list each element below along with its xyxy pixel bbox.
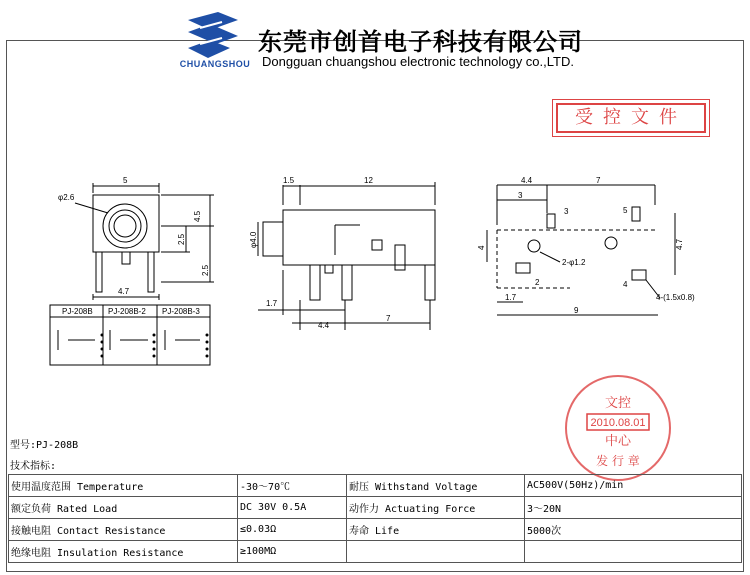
dim-side-44: 4.4 (318, 321, 330, 330)
company-name-en: Dongguan chuangshou electronic technology co.,LTD. (262, 54, 574, 69)
spec-cell: ≤0.03Ω (238, 519, 347, 541)
spec-cell: 5000次 (525, 519, 742, 541)
model-number: 型号:PJ-208B (10, 440, 79, 451)
pin-label-4: 4 (623, 280, 628, 289)
spec-cell: -30～70℃ (238, 475, 347, 497)
side-view (258, 182, 435, 330)
dim-front-45: 4.5 (193, 210, 202, 222)
company-seal (562, 372, 674, 484)
dim-pcb-7: 7 (596, 176, 601, 185)
spec-cell: 耐压 Withstand Voltage (347, 475, 525, 497)
seal-line-1: 文控 (604, 396, 632, 411)
dim-pcb-17: 1.7 (505, 293, 517, 302)
schematic-label-3: PJ-208B-3 (162, 307, 200, 316)
seal-line-2: 中心 (604, 434, 632, 449)
seal-line-3: 发 行 章 (596, 454, 640, 468)
dim-pcb-47: 4.7 (675, 238, 684, 250)
spec-cell: 使用温度范围 Temperature (9, 475, 238, 497)
dim-front-25a: 2.5 (177, 233, 186, 245)
dim-pcb-hole: 2-φ1.2 (562, 258, 586, 267)
spec-cell: 动作力 Actuating Force (347, 497, 525, 519)
pin-label-2: 2 (535, 278, 540, 287)
dim-front-47: 4.7 (118, 287, 130, 296)
spec-cell (525, 541, 742, 563)
dim-side-7: 7 (386, 314, 391, 323)
dim-pcb-9: 9 (574, 306, 579, 315)
seal-date: 2010.08.01 (590, 417, 646, 429)
logo-text: CHUANGSHOU (179, 59, 251, 69)
company-name-cn: 东莞市创首电子科技有限公司 (258, 27, 583, 56)
spec-cell: 额定负荷 Rated Load (9, 497, 238, 519)
spec-cell: 3～20N (525, 497, 742, 519)
spec-table (8, 474, 742, 563)
dim-pcb-slots: 4-(1.5x0.8) (656, 293, 695, 302)
spec-cell: 寿命 Life (347, 519, 525, 541)
schematic-label-2: PJ-208B-2 (108, 307, 146, 316)
spec-cell (347, 541, 525, 563)
dim-front-25b: 2.5 (201, 264, 210, 276)
dim-front-dia: φ2.6 (58, 193, 75, 202)
pin-label-3: 3 (564, 207, 569, 216)
front-view (75, 183, 214, 300)
dim-side-dia4: φ4.0 (249, 231, 258, 248)
dim-pcb-4: 4 (477, 245, 486, 250)
spec-cell: ≥100MΩ (238, 541, 347, 563)
schematic-label-1: PJ-208B (62, 307, 93, 316)
dim-front-5: 5 (123, 176, 128, 185)
table-row (9, 497, 742, 519)
spec-cell: 绝缘电阻 Insulation Resistance (9, 541, 238, 563)
spec-cell: 接触电阻 Contact Resistance (9, 519, 238, 541)
table-row (9, 519, 742, 541)
table-row (9, 541, 742, 563)
spec-cell: DC 30V 0.5A (238, 497, 347, 519)
controlled-document-text: 受控文件 (575, 107, 687, 128)
dim-pcb-3: 3 (518, 191, 523, 200)
dim-side-12: 12 (364, 176, 373, 185)
spec-cell: AC500V(50Hz)/min (525, 475, 742, 497)
dim-pcb-44: 4.4 (521, 176, 533, 185)
spec-title: 技术指标: (10, 461, 57, 472)
table-row (9, 475, 742, 497)
dim-side-17: 1.7 (266, 299, 278, 308)
dim-side-15: 1.5 (283, 176, 295, 185)
pin-label-5: 5 (623, 206, 628, 215)
